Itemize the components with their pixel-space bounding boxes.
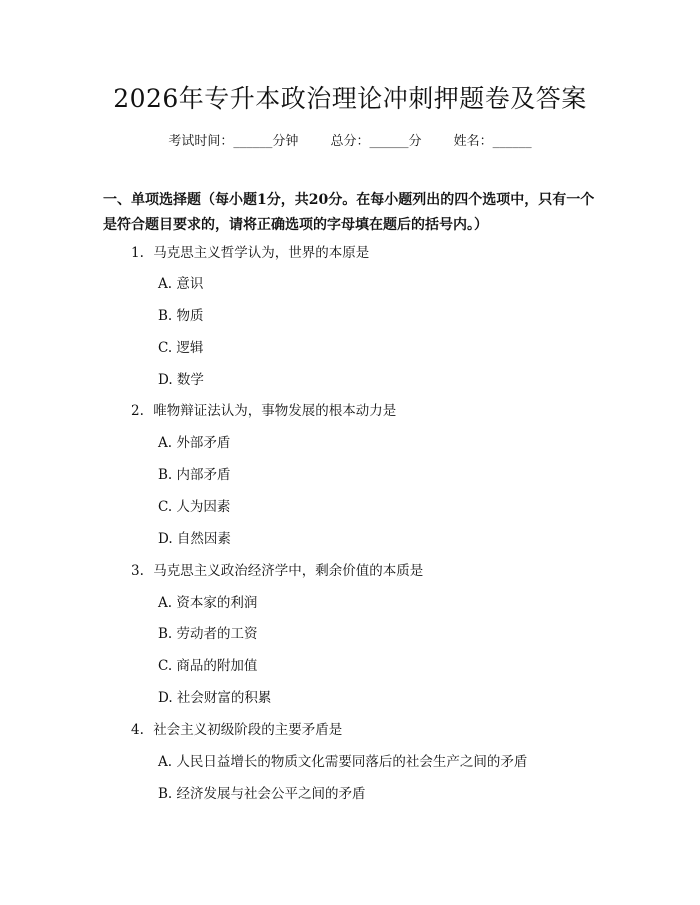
question-number: 1. [131, 245, 144, 261]
question-3-option-a: A. 资本家的利润 [158, 595, 258, 611]
question-1-option-a: A. 意识 [158, 276, 204, 292]
question-2-option-c: C. 人为因素 [158, 499, 231, 515]
question-number: 3. [131, 563, 144, 579]
question-2 [131, 401, 396, 421]
question-1 [131, 243, 369, 263]
page-title: 2026年专升本政治理论冲刺押题卷及答案 [113, 84, 587, 113]
exam-time-field: 考试时间：______分钟 [168, 134, 299, 149]
question-4 [131, 720, 342, 740]
question-text: 唯物辩证法认为，事物发展的根本动力是 [153, 403, 397, 419]
question-4-option-b: B. 经济发展与社会公平之间的矛盾 [158, 786, 366, 802]
question-3 [131, 561, 423, 581]
question-text: 社会主义初级阶段的主要矛盾是 [153, 722, 343, 738]
question-number: 4. [131, 722, 144, 738]
question-text: 马克思主义哲学认为，世界的本原是 [153, 245, 370, 261]
question-3-option-b: B. 劳动者的工资 [158, 626, 258, 642]
question-2-option-a: A. 外部矛盾 [158, 435, 231, 451]
question-2-option-b: B. 内部矛盾 [158, 467, 231, 483]
question-1-option-b: B. 物质 [158, 308, 204, 324]
question-3-option-d: D. 社会财富的积累 [158, 690, 272, 706]
exam-score-field: 总分：______分 [330, 134, 422, 149]
question-2-option-d: D. 自然因素 [158, 531, 231, 547]
exam-name-field: 姓名：______ [453, 134, 532, 149]
question-1-option-d: D. 数学 [158, 372, 204, 388]
question-1-option-c: C. 逻辑 [158, 340, 204, 356]
question-text: 马克思主义政治经济学中，剩余价值的本质是 [153, 563, 424, 579]
section-heading: 一、单项选择题（每小题1分，共20分。在每小题列出的四个选项中，只有一个是符合题目要求的，请将正确选项的字母填在题后的括号内。） [103, 192, 595, 233]
question-number: 2. [131, 403, 144, 419]
question-3-option-c: C. 商品的附加值 [158, 658, 258, 674]
exam-meta [0, 132, 700, 152]
question-4-option-a: A. 人民日益增长的物质文化需要同落后的社会生产之间的矛盾 [158, 754, 528, 770]
